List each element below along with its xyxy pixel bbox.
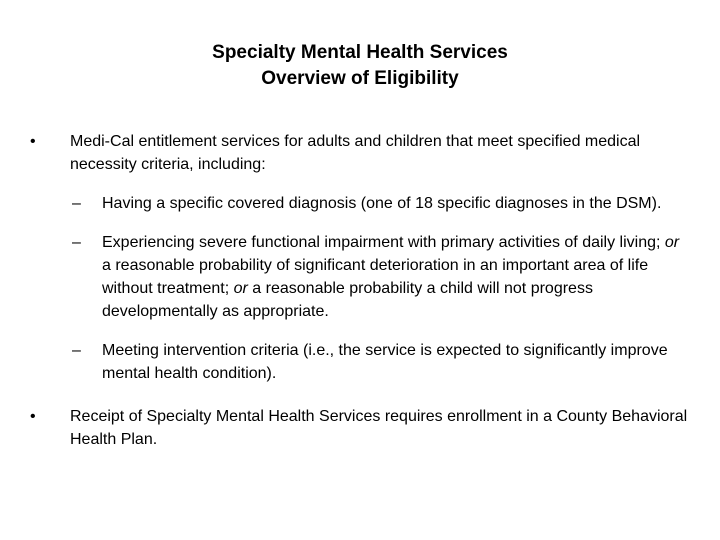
emphasis-or: or <box>233 280 248 297</box>
dash-marker: – <box>72 234 81 251</box>
sub-bullet-text: Having a specific covered diagnosis (one of 18 specific diagnoses in the DSM). <box>102 195 662 212</box>
bullet-text: Medi-Cal entitlement services for adults and children that meet specified medical necessity criteria, including: <box>70 133 641 173</box>
title-line-1: Specialty Mental Health Services <box>212 42 508 63</box>
dash-marker: – <box>72 195 81 212</box>
bullet-text: Receipt of Specialty Mental Health Services requires enrollment in a County Behavioral Health Plan. <box>70 408 688 448</box>
sub-bullet-text-part: a reasonable probability of significant deterioration in an important area of life without treatment; <box>102 257 649 297</box>
sub-bullet-item <box>30 231 690 323</box>
bullet-item <box>30 405 690 451</box>
title-line-2: Overview of Eligibility <box>261 68 459 89</box>
sub-bullet-item <box>30 192 690 215</box>
bullet-item <box>30 130 690 176</box>
sub-bullet-text: Meeting intervention criteria (i.e., the service is expected to significantly improve mental health condition). <box>102 342 668 382</box>
slide-title <box>0 40 720 92</box>
sub-bullet-text-part: a reasonable probability a child will not progress developmentally as appropriate. <box>102 280 593 320</box>
emphasis-or: or <box>664 234 680 251</box>
sub-bullet-item <box>30 339 690 385</box>
dash-marker: – <box>72 342 81 359</box>
bullet-marker: • <box>30 408 36 425</box>
bullet-marker: • <box>30 133 36 150</box>
slide-content <box>30 130 690 465</box>
sub-bullet-text-part: Experiencing severe functional impairment with primary activities of daily living; <box>102 234 665 251</box>
